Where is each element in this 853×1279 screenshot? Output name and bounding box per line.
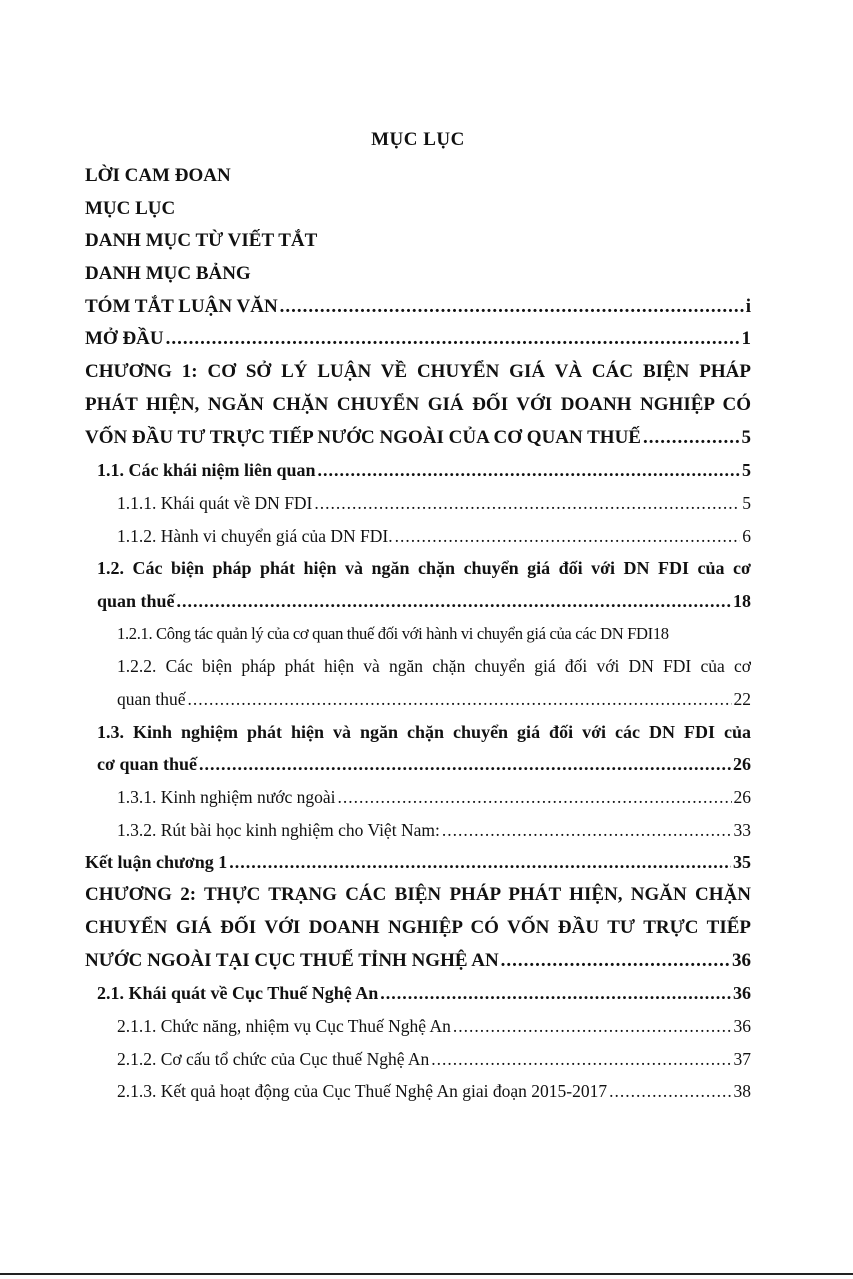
toc-page-number: 38: [733, 1081, 751, 1102]
toc-entry-text: 1.3.1. Kinh nghiệm nước ngoài: [117, 787, 336, 808]
toc-entry-text: 2.1.3. Kết quả hoạt động của Cục Thuế Nghệ An giai đoạn 2015-2017: [117, 1081, 608, 1102]
table-of-contents: [85, 160, 751, 1108]
toc-entry[interactable]: [85, 225, 751, 258]
toc-page-number: 1: [741, 328, 751, 350]
toc-page-number: 36: [733, 1015, 751, 1036]
toc-entry[interactable]: [85, 846, 751, 879]
toc-page-number: 5: [742, 460, 751, 481]
toc-entry-text: 1.1.1. Khái quát về DN FDI: [117, 492, 313, 513]
dot-leader: [338, 781, 732, 814]
toc-page-number: 26: [733, 787, 751, 808]
toc-entry[interactable]: [85, 1075, 751, 1108]
dot-leader: [177, 585, 731, 618]
toc-page-number: 33: [733, 819, 751, 840]
dot-leader: [188, 683, 732, 716]
toc-entry[interactable]: [85, 454, 751, 487]
toc-entry-text: Kết luận chương 1: [85, 852, 228, 873]
toc-entry-line: CHƯƠNG 2: THỰC TRẠNG CÁC BIỆN PHÁP PHÁT HIỆN, NGĂN CHẶN: [85, 884, 751, 906]
toc-entry-line: CHƯƠNG 1: CƠ SỞ LÝ LUẬN VỀ CHUYỂN GIÁ VÀ CÁC BIỆN PHÁP: [85, 361, 751, 383]
toc-entry[interactable]: [85, 520, 751, 553]
toc-page-number: 26: [733, 754, 751, 775]
toc-entry-line: cơ quan thuế: [97, 754, 197, 775]
toc-entry[interactable]: [85, 487, 751, 520]
toc-entry-text: LỜI CAM ĐOAN: [85, 165, 231, 186]
toc-page-number: 5: [742, 492, 751, 513]
toc-entry[interactable]: [85, 1043, 751, 1076]
toc-entry-text: MỤC LỤC: [85, 197, 176, 219]
dot-leader: [453, 1010, 732, 1043]
dot-leader: [280, 291, 744, 324]
dot-leader: [380, 977, 731, 1010]
toc-entry-line: NƯỚC NGOÀI TẠI CỤC THUẾ TỈNH NGHỆ AN: [85, 949, 499, 971]
toc-page-number: 37: [733, 1048, 751, 1069]
dot-leader: [395, 520, 741, 553]
dot-leader: [199, 748, 731, 781]
dot-leader: [501, 945, 730, 978]
toc-chapter-entry[interactable]: [85, 356, 751, 454]
toc-page-number: 18: [733, 590, 751, 611]
toc-entry-line: 1.2. Các biện pháp phát hiện và ngăn chặn chuyển giá đối với DN FDI của cơ: [97, 558, 751, 579]
toc-entry-text: 2.1.1. Chức năng, nhiệm vụ Cục Thuế Nghệ An: [117, 1015, 451, 1036]
toc-page-number: 36: [732, 949, 751, 971]
toc-title: MỤC LỤC: [371, 129, 465, 150]
toc-chapter-entry[interactable]: [85, 879, 751, 977]
toc-entry-line: CHUYỂN GIÁ ĐỐI VỚI DOANH NGHIỆP CÓ VỐN ĐẦU TƯ TRỰC TIẾP: [85, 916, 751, 938]
page-bottom-edge: [0, 1273, 853, 1275]
toc-entry[interactable]: [85, 258, 751, 291]
toc-entry-text: 1.1.2. Hành vi chuyển giá của DN FDI.: [117, 525, 393, 546]
dot-leader: [643, 422, 740, 455]
toc-entry-text: 2.1.2. Cơ cấu tổ chức của Cục thuế Nghệ An: [117, 1048, 430, 1069]
toc-entry[interactable]: [85, 814, 751, 847]
dot-leader: [609, 1075, 731, 1108]
toc-page-number: i: [745, 295, 751, 317]
dot-leader: [318, 454, 740, 487]
toc-entry[interactable]: [85, 977, 751, 1010]
toc-entry[interactable]: [85, 552, 751, 617]
toc-entry[interactable]: [85, 650, 751, 715]
toc-entry[interactable]: [85, 323, 751, 356]
dot-leader: [166, 323, 740, 356]
toc-entry-text: DANH MỤC TỪ VIẾT TẮT: [85, 230, 318, 252]
toc-entry[interactable]: [85, 160, 751, 193]
toc-entry-line: PHÁT HIỆN, NGĂN CHẶN CHUYỂN GIÁ ĐỐI VỚI DOANH NGHIỆP CÓ: [85, 393, 751, 415]
toc-entry-text: DANH MỤC BẢNG: [85, 263, 251, 285]
toc-entry-line: VỐN ĐẦU TƯ TRỰC TIẾP NƯỚC NGOÀI CỦA CƠ QUAN THUẾ: [85, 426, 641, 448]
toc-entry-text: 1.1. Các khái niệm liên quan: [97, 460, 316, 481]
toc-page-number: 6: [742, 525, 751, 546]
toc-entry-text: 1.3.2. Rút bài học kinh nghiệm cho Việt Nam:: [117, 819, 440, 840]
dot-leader: [431, 1043, 731, 1076]
toc-entry-text: TÓM TẮT LUẬN VĂN: [85, 295, 278, 317]
toc-entry[interactable]: [85, 291, 751, 324]
dot-leader: [442, 814, 732, 847]
toc-entry[interactable]: [85, 781, 751, 814]
toc-entry-line: quan thuế: [97, 590, 175, 611]
dot-leader: [314, 487, 740, 520]
dot-leader: [229, 846, 731, 879]
toc-entry-text: 1.2.1. Công tác quản lý của cơ quan thuế đối với hành vi chuyển giá của các DN FDI18: [117, 623, 669, 643]
toc-entry[interactable]: [85, 618, 751, 651]
toc-entry-line: 1.2.2. Các biện pháp phát hiện và ngăn chặn chuyển giá đối với DN FDI của cơ: [117, 656, 751, 677]
toc-entry[interactable]: [85, 1010, 751, 1043]
toc-entry-text: 2.1. Khái quát về Cục Thuế Nghệ An: [97, 983, 379, 1004]
toc-entry[interactable]: [85, 193, 751, 226]
toc-entry[interactable]: [85, 716, 751, 781]
toc-entry-line: quan thuế: [117, 689, 186, 709]
toc-entry-line: 1.3. Kinh nghiệm phát hiện và ngăn chặn chuyển giá đối với các DN FDI của: [97, 721, 751, 742]
toc-page-number: 5: [741, 426, 751, 448]
toc-page-number: 36: [733, 983, 751, 1004]
toc-page-number: 22: [733, 689, 751, 709]
toc-page-number: 35: [733, 852, 751, 873]
toc-entry-text: MỞ ĐẦU: [85, 328, 164, 350]
